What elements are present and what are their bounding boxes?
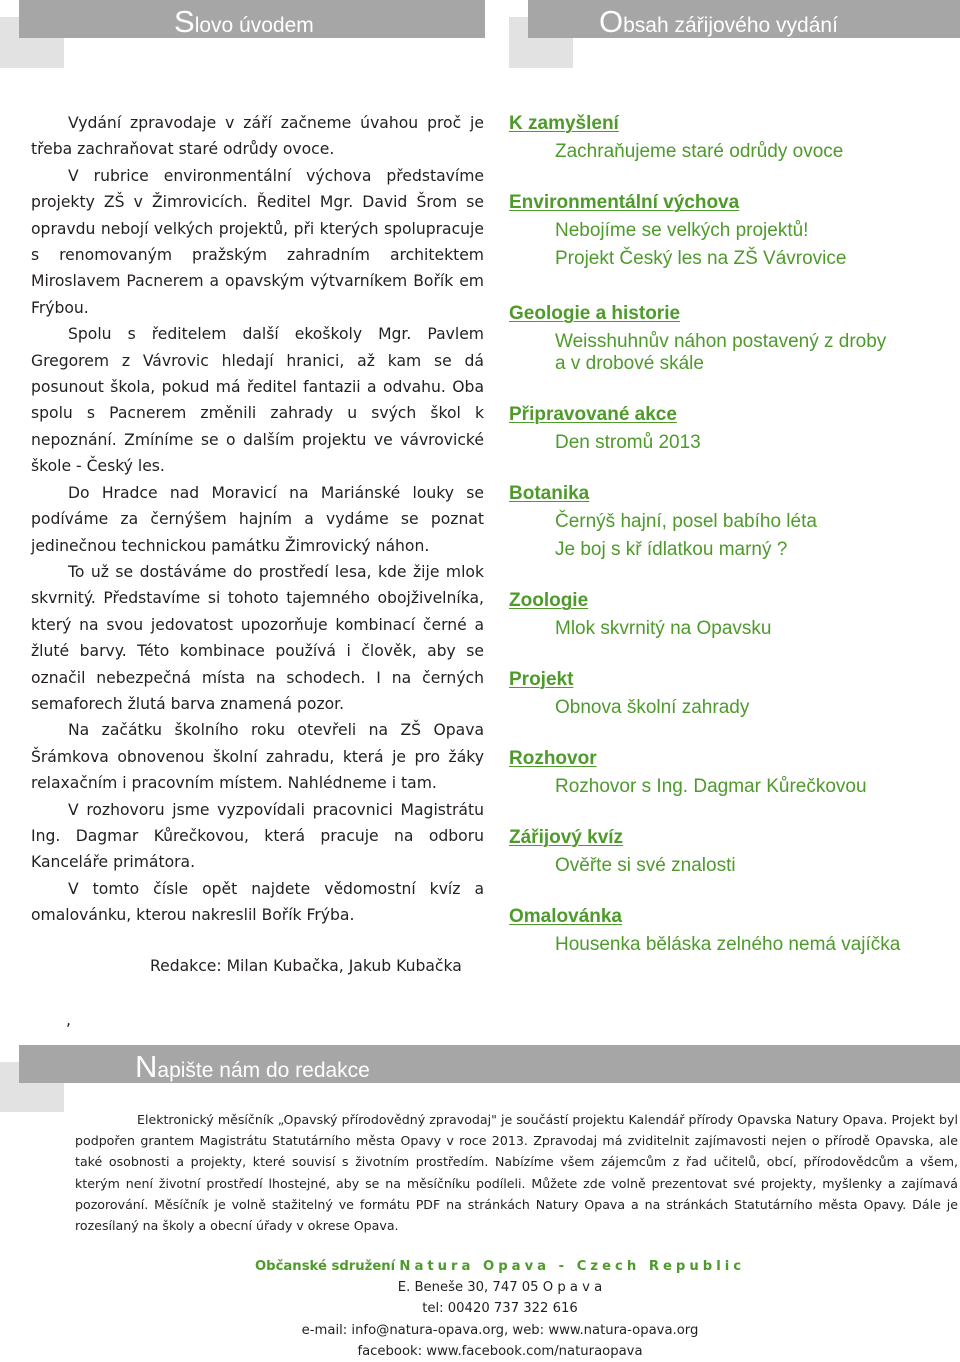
contents-section (509, 191, 949, 271)
contents-heading[interactable]: Environmentální výchova (509, 192, 740, 213)
contents-section (509, 112, 949, 164)
header-right-bar (528, 0, 960, 38)
contents-heading[interactable]: Projekt (509, 669, 574, 690)
write-us-initial: N (135, 1049, 158, 1084)
contents-item[interactable]: Obnova školní zahrady (555, 697, 750, 718)
contents-item[interactable]: Zachraňujeme staré odrůdy ovoce (555, 141, 844, 162)
contents-heading[interactable]: Omalovánka (509, 906, 622, 927)
contents-item[interactable]: Weisshuhnův náhon postavený z droby (555, 331, 887, 352)
intro-paragraph: Vydání zpravodaje v září začneme úvahou proč je třeba zachraňovat staré odrůdy ovoce. (31, 114, 484, 159)
header-left-bar (19, 0, 485, 38)
contents-item[interactable]: Mlok skvrnitý na Opavsku (555, 618, 772, 639)
facebook-link[interactable]: facebook: www.facebook.com/naturaopava (357, 1343, 643, 1359)
phone: tel: 00420 737 322 616 (422, 1301, 578, 1317)
intro-paragraph: V rozhovoru jsme vyzpovídali pracovnici Magistrátu Ing. Dagmar Kůrečkovou, která pracuje na odboru Kanceláře primátora. (31, 800, 484, 872)
write-us-bar (19, 1045, 960, 1083)
organization-name: Natura Opava - Czech Republic (399, 1259, 746, 1274)
contents-section (509, 589, 949, 641)
contents-section (509, 482, 949, 562)
intro-paragraph: To už se dostáváme do prostředí lesa, kde žije mlok skvrnitý. Představíme si tohoto tajemného obojživelníka, který na svou jedovatost upozorňuje kombinací černé a žluté barvy. Této kombinace používá i člověk, aby se označil nebezpečná místa na schodech. I na černých semaforech žlutá barva znamená pozor. (31, 562, 484, 713)
header-right-initial: O (599, 4, 624, 39)
intro-paragraph: Spolu s ředitelem další ekoškoly Mgr. Pavlem Gregorem z Vávrovic hledají hranici, až kam se dá posunout škola, pokud má ředitel fantazii a odvahu. Oba spolu s Pacnerem změnili zahrady u svých škol k nepoznání. Zmíníme se o dalším projektu ve vávrovické škole - Český les. (31, 325, 484, 476)
contents-heading[interactable]: K zamyšlení (509, 113, 619, 134)
contents-item[interactable]: Nebojíme se velkých projektů! (555, 220, 809, 241)
editors-signature: Redakce: Milan Kubačka, Jakub Kubačka (150, 956, 462, 975)
organization-line (240, 1256, 760, 1277)
contents-item[interactable]: Rozhovor s Ing. Dagmar Kůrečkovou (555, 776, 867, 797)
contents-heading[interactable]: Zoologie (509, 590, 589, 611)
header-right-title: bsah zářijového vydání (623, 14, 838, 37)
intro-paragraph: Na začátku školního roku otevřeli na ZŠ Opava Šrámkova obnovenou školní zahradu, která je pro žáky relaxačním i pracovním místem. Nahlédneme i tam. (31, 721, 484, 793)
contents-section (509, 747, 949, 799)
contents-section (509, 826, 949, 878)
intro-paragraph: V rubrice environmentální výchova představíme projekty ZŠ v Žimrovicích. Ředitel Mgr. David Šrom se opravdu nebojí velkých projektů, při kterých spolupracuje s renomovaným pražským zahradním architektem Miroslavem Pacnerem a opavským výtvarníkem Bořík em Frýbou. (31, 166, 484, 317)
write-us-title: apište nám do redakce (157, 1059, 370, 1082)
address: E. Beneše 30, 747 05 O p a v a (397, 1280, 603, 1296)
contents-section (509, 668, 949, 720)
contents-section (509, 403, 949, 455)
contents-item[interactable]: Je boj s kř ídlatkou marný ? (555, 539, 788, 560)
contents-item[interactable]: Černýš hajní, posel babího léta (555, 511, 817, 532)
contents-item[interactable]: Den stromů 2013 (555, 432, 701, 453)
project-info-text: Elektronický měsíčník „Opavský přírodovědný zpravodaj" je součástí projektu Kalendář přírody Opavska Natury Opava. Projekt byl podpořen grantem Magistrátu Statutárního města Opavy v roce 2013. Zpravodaj má zviditelnit zajímavosti nejen o přírodě Opavska, ale také osobnosti a projekty, které souvisí s životním prostředím. Nabízíme všem zájemcům z řad učitelů, obcí, přírodovědcům a všem, kterým není životní prostředí lhostejné, aby se na měsíčníku podíleli. Můžete zde volně prezentovat své projekty, myšlenky a zajímavá pozorování. Měsíčník je volně stažitelný ve formátu PDF na stránkách Natury Opava a na stránkách Statutárního města Opavy. Dále je rozesílaný na školy a obecní úřady v okrese Opava. (75, 1112, 958, 1234)
contents-heading[interactable]: Rozhovor (509, 748, 597, 769)
contents-heading[interactable]: Geologie a historie (509, 303, 681, 324)
project-info (75, 1109, 958, 1236)
organization-prefix: Občanské sdružení (254, 1259, 396, 1274)
intro-paragraph: Do Hradce nad Moravicí na Mariánské louky se podíváme za černýšem hajním a vydáme se poznat jedinečnou technickou památku Žimrovický náhon. (31, 483, 484, 555)
header-left-title: lovo úvodem (194, 14, 314, 37)
contents-list (509, 112, 949, 984)
header-left-initial: S (174, 4, 195, 39)
contents-heading[interactable]: Zářijový kvíz (509, 827, 624, 848)
contents-heading[interactable]: Připravované akce (509, 404, 677, 425)
contents-item[interactable]: Projekt Český les na ZŠ Vávrovice (555, 248, 847, 269)
stray-comma: , (66, 1011, 71, 1029)
contents-item[interactable]: Ověřte si své znalosti (555, 855, 736, 876)
contact-footer (240, 1256, 760, 1362)
contents-section (509, 905, 949, 957)
contents-section (509, 302, 949, 376)
contents-item[interactable]: a v drobové skále (555, 353, 704, 374)
intro-column (31, 110, 484, 1033)
contents-heading[interactable]: Botanika (509, 483, 590, 504)
email-web[interactable]: e-mail: info@natura-opava.org, web: www.natura-opava.org (301, 1322, 699, 1338)
contents-item[interactable]: Housenka běláska zelného nemá vajíčka (555, 934, 901, 955)
intro-paragraph: V tomto čísle opět najdete vědomostní kvíz a omalovánku, kterou nakreslil Bořík Frýba. (31, 879, 484, 925)
